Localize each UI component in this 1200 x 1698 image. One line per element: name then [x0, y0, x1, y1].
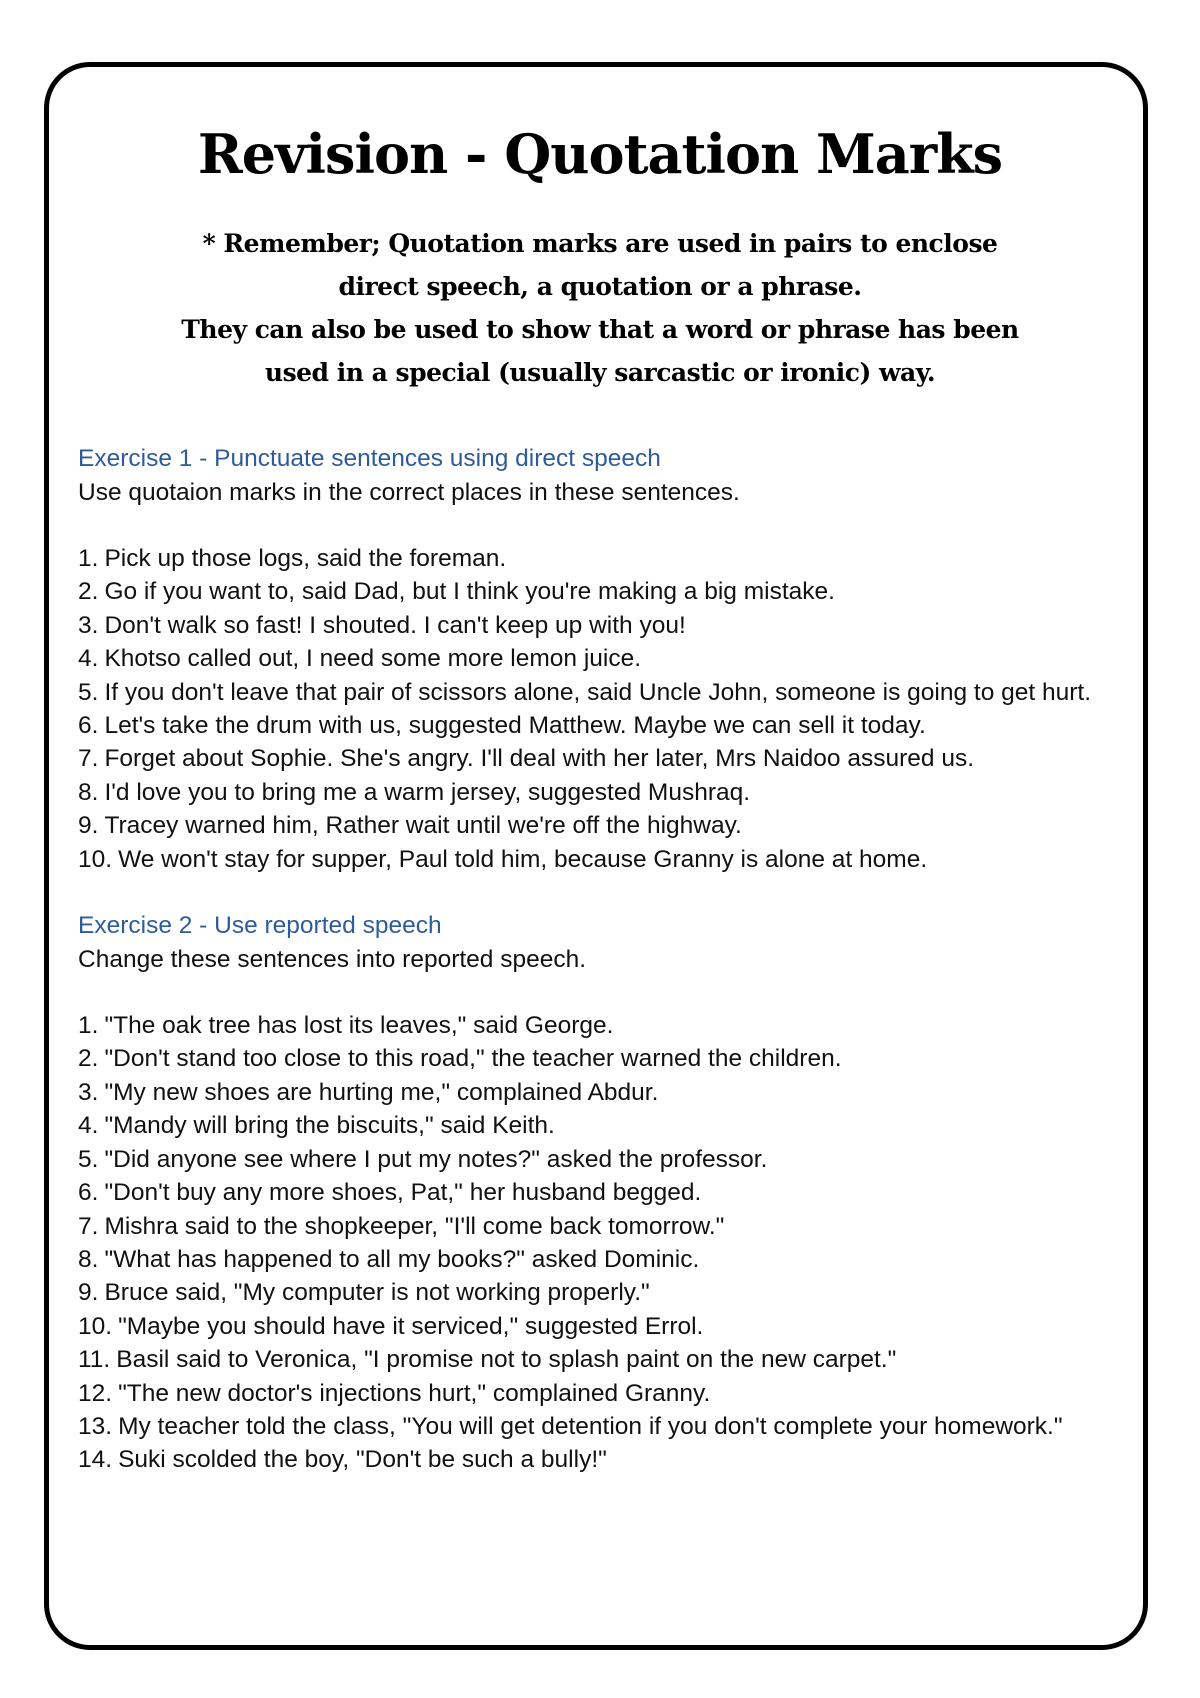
list-item	[78, 1210, 1122, 1243]
reminder-line: used in a special (usually sarcastic or ironic) way.	[264, 358, 936, 387]
item-text: Forget about Sophie. She's angry. I'll deal with her later, Mrs Naidoo assured us.	[104, 745, 975, 773]
reminder-line: * Remember; Quotation marks are used in pairs to enclose	[202, 229, 998, 258]
item-text: Suki scolded the boy, "Don't be such a bully!"	[118, 1446, 607, 1474]
reminder-line: direct speech, a quotation or a phrase.	[338, 272, 862, 301]
item-text: I'd love you to bring me a warm jersey, suggested Mushraq.	[104, 778, 751, 806]
list-item	[78, 709, 1122, 742]
item-text: Basil said to Veronica, "I promise not to splash paint on the new carpet."	[116, 1346, 897, 1374]
item-text: My teacher told the class, "You will get detention if you don't complete your homework."	[118, 1412, 1063, 1440]
list-item	[78, 1143, 1122, 1176]
item-text: Let's take the drum with us, suggested Matthew. Maybe we can sell it today.	[104, 712, 926, 740]
exercise-2	[78, 909, 1122, 1477]
item-number: 10.	[78, 1312, 113, 1340]
item-number: 11.	[78, 1346, 111, 1374]
item-number: 4.	[78, 1112, 99, 1140]
item-number: 8.	[78, 1245, 99, 1273]
item-number: 3.	[78, 611, 99, 639]
item-text: "My new shoes are hurting me," complained Abdur.	[104, 1078, 659, 1106]
exercise-2-title: Exercise 2 - Use reported speech	[78, 912, 442, 940]
item-number: 5.	[78, 1145, 99, 1173]
list-item	[78, 542, 1122, 575]
item-text: "What has happened to all my books?" asked Dominic.	[104, 1245, 700, 1273]
item-text: "Don't stand too close to this road," the teacher warned the children.	[104, 1045, 842, 1073]
item-text: Don't walk so fast! I shouted. I can't keep up with you!	[104, 611, 686, 639]
item-text: "The new doctor's injections hurt," complained Granny.	[118, 1379, 711, 1407]
item-number: 10.	[78, 845, 113, 873]
item-number: 2.	[78, 578, 99, 606]
list-item	[78, 1042, 1122, 1075]
worksheet	[78, 110, 1122, 1477]
item-text: "Mandy will bring the biscuits," said Keith.	[104, 1112, 555, 1140]
exercise-1-title: Exercise 1 - Punctuate sentences using direct speech	[78, 445, 661, 472]
list-item	[78, 676, 1122, 709]
list-item	[78, 1076, 1122, 1109]
exercise-2-list	[78, 1009, 1122, 1477]
list-item	[78, 1377, 1122, 1410]
item-text: "Maybe you should have it serviced," suggested Errol.	[118, 1312, 704, 1340]
exercise-1-instruction: Use quotaion marks in the correct places in these sentences.	[78, 479, 740, 506]
item-number: 4.	[78, 645, 99, 673]
item-number: 14.	[78, 1446, 113, 1474]
item-text: Mishra said to the shopkeeper, "I'll come back tomorrow."	[104, 1212, 725, 1240]
reminder-line: They can also be used to show that a word or phrase has been	[181, 315, 1019, 344]
item-number: 13.	[78, 1412, 113, 1440]
list-item	[78, 609, 1122, 642]
list-item	[78, 575, 1122, 608]
page-title: Revision - Quotation Marks	[197, 122, 1003, 186]
item-number: 7.	[78, 745, 99, 773]
item-text: "Don't buy any more shoes, Pat," her husband begged.	[104, 1179, 702, 1207]
list-item	[78, 1009, 1122, 1042]
exercise-2-instruction: Change these sentences into reported speech.	[78, 946, 587, 974]
list-item	[78, 1243, 1122, 1276]
exercise-1	[78, 442, 1122, 876]
list-item	[78, 1109, 1122, 1142]
item-text: "Did anyone see where I put my notes?" asked the professor.	[104, 1145, 768, 1173]
list-item	[78, 1343, 1122, 1376]
list-item	[78, 843, 1122, 876]
item-number: 9.	[78, 1279, 99, 1307]
item-number: 8.	[78, 778, 99, 806]
list-item	[78, 1310, 1122, 1343]
item-text: Go if you want to, said Dad, but I think you're making a big mistake.	[104, 578, 835, 606]
item-text: If you don't leave that pair of scissors alone, said Uncle John, someone is going to get hurt.	[104, 678, 1092, 706]
list-item	[78, 1410, 1122, 1443]
exercise-1-list	[78, 542, 1122, 876]
list-item	[78, 742, 1122, 775]
item-number: 5.	[78, 678, 99, 706]
item-number: 3.	[78, 1078, 99, 1106]
list-item	[78, 809, 1122, 842]
item-number: 1.	[78, 545, 99, 572]
reminder-note	[78, 222, 1122, 394]
list-item	[78, 1276, 1122, 1309]
item-number: 2.	[78, 1045, 99, 1073]
list-item	[78, 642, 1122, 675]
list-item	[78, 1443, 1122, 1476]
item-number: 7.	[78, 1212, 99, 1240]
item-number: 12.	[78, 1379, 113, 1407]
item-number: 9.	[78, 812, 99, 840]
item-text: Bruce said, "My computer is not working properly."	[104, 1279, 650, 1307]
list-item	[78, 776, 1122, 809]
item-text: Tracey warned him, Rather wait until we're off the highway.	[104, 812, 742, 840]
item-text: "The oak tree has lost its leaves," said George.	[104, 1012, 614, 1040]
item-number: 6.	[78, 1179, 99, 1207]
item-text: Khotso called out, I need some more lemon juice.	[104, 645, 642, 673]
item-text: We won't stay for supper, Paul told him, because Granny is alone at home.	[118, 845, 928, 873]
list-item	[78, 1176, 1122, 1209]
item-number: 1.	[78, 1012, 99, 1040]
item-text: Pick up those logs, said the foreman.	[104, 545, 507, 572]
item-number: 6.	[78, 712, 99, 740]
